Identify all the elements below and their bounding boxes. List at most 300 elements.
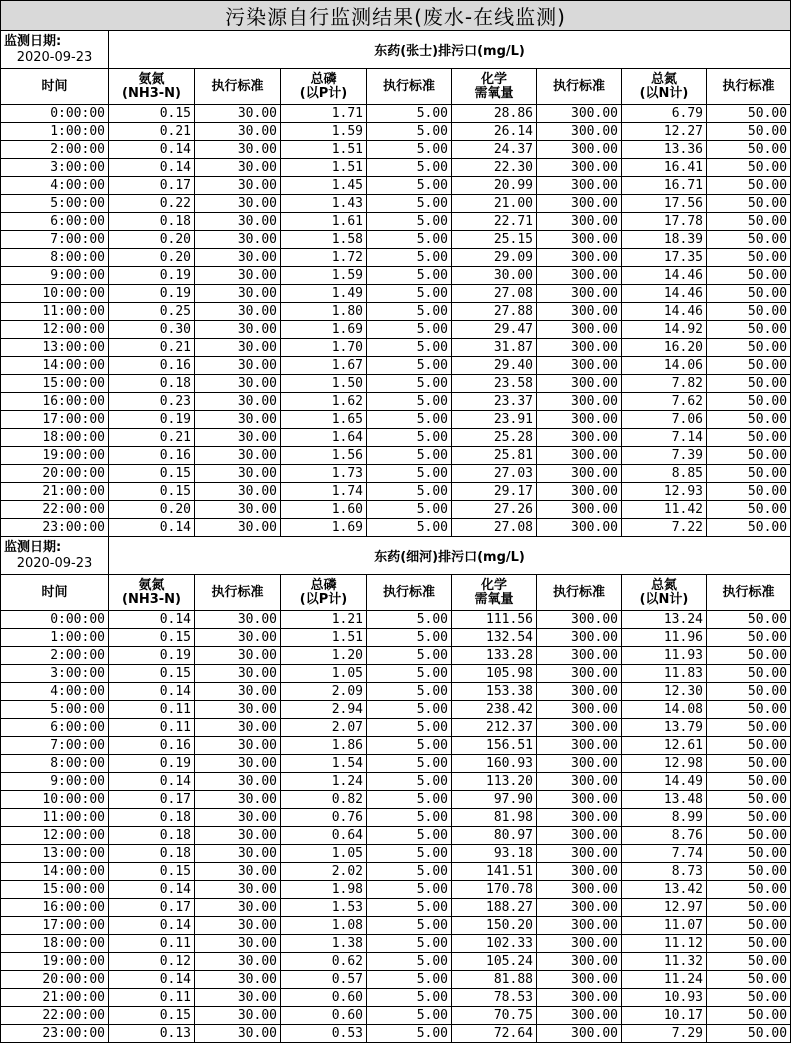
cell-nh3: 0.15 [109, 105, 195, 123]
table-row [1, 231, 791, 249]
cell-tn-std: 50.00 [707, 863, 791, 881]
cell-cod-std: 300.00 [537, 501, 622, 519]
cell-cod-std: 300.00 [537, 357, 622, 375]
header-cod-line: 化学 [480, 577, 507, 593]
cell-time: 0:00:00 [1, 611, 109, 629]
cell-tn-std: 50.00 [707, 303, 791, 321]
monitoring-date-label: 监测日期: [4, 33, 62, 49]
cell-cod: 102.33 [452, 935, 537, 953]
cell-tn: 13.24 [622, 611, 707, 629]
cell-time: 4:00:00 [1, 683, 109, 701]
cell-nh3-std: 30.00 [195, 159, 281, 177]
cell-nh3: 0.12 [109, 953, 195, 971]
table-row [1, 483, 791, 501]
cell-nh3: 0.14 [109, 141, 195, 159]
cell-tp: 1.50 [281, 375, 367, 393]
cell-tn-std: 50.00 [707, 375, 791, 393]
cell-tp: 1.58 [281, 231, 367, 249]
cell-nh3: 0.17 [109, 177, 195, 195]
table-row [1, 357, 791, 375]
cell-tp: 0.82 [281, 791, 367, 809]
cell-nh3: 0.21 [109, 123, 195, 141]
cell-nh3: 0.19 [109, 285, 195, 303]
cell-tn: 14.46 [622, 285, 707, 303]
cell-tp: 2.07 [281, 719, 367, 737]
cell-tp: 1.72 [281, 249, 367, 267]
cell-cod: 212.37 [452, 719, 537, 737]
cell-nh3-std: 30.00 [195, 863, 281, 881]
cell-tn: 11.42 [622, 501, 707, 519]
cell-tn: 11.96 [622, 629, 707, 647]
cell-tp: 1.71 [281, 105, 367, 123]
header-time: 时间 [1, 69, 109, 105]
cell-cod-std: 300.00 [537, 953, 622, 971]
cell-tn: 12.27 [622, 123, 707, 141]
cell-tp: 1.73 [281, 465, 367, 483]
section-info-row [1, 537, 791, 575]
cell-tn: 11.07 [622, 917, 707, 935]
cell-tn: 8.76 [622, 827, 707, 845]
cell-tp-std: 5.00 [367, 303, 452, 321]
cell-cod-std: 300.00 [537, 737, 622, 755]
cell-nh3-std: 30.00 [195, 123, 281, 141]
cell-tp-std: 5.00 [367, 917, 452, 935]
cell-tp: 1.64 [281, 429, 367, 447]
cell-tp-std: 5.00 [367, 701, 452, 719]
cell-tp: 1.69 [281, 321, 367, 339]
table-row [1, 773, 791, 791]
table-row [1, 827, 791, 845]
cell-time: 23:00:00 [1, 1025, 109, 1043]
cell-nh3: 0.23 [109, 393, 195, 411]
cell-tp-std: 5.00 [367, 773, 452, 791]
table-row [1, 339, 791, 357]
cell-nh3: 0.18 [109, 827, 195, 845]
cell-nh3: 0.25 [109, 303, 195, 321]
cell-tn-std: 50.00 [707, 231, 791, 249]
cell-nh3: 0.11 [109, 719, 195, 737]
table-row [1, 393, 791, 411]
cell-tn-std: 50.00 [707, 701, 791, 719]
cell-nh3: 0.15 [109, 1007, 195, 1025]
cell-tn: 12.93 [622, 483, 707, 501]
cell-time: 22:00:00 [1, 501, 109, 519]
cell-cod-std: 300.00 [537, 827, 622, 845]
cell-tp: 1.51 [281, 159, 367, 177]
cell-tp: 1.86 [281, 737, 367, 755]
cell-nh3: 0.22 [109, 195, 195, 213]
table-row [1, 917, 791, 935]
cell-cod: 22.30 [452, 159, 537, 177]
cell-tn: 7.22 [622, 519, 707, 537]
cell-cod: 21.00 [452, 195, 537, 213]
cell-nh3: 0.18 [109, 845, 195, 863]
cell-nh3: 0.15 [109, 465, 195, 483]
cell-nh3-std: 30.00 [195, 1007, 281, 1025]
cell-tp: 1.38 [281, 935, 367, 953]
header-tn-std: 执行标准 [707, 575, 791, 611]
header-tn-line: 总氮 [650, 577, 677, 593]
cell-tp-std: 5.00 [367, 411, 452, 429]
header-nh3 [109, 575, 195, 611]
cell-nh3: 0.20 [109, 501, 195, 519]
cell-nh3-std: 30.00 [195, 249, 281, 267]
cell-time: 10:00:00 [1, 285, 109, 303]
cell-nh3-std: 30.00 [195, 141, 281, 159]
cell-nh3: 0.14 [109, 159, 195, 177]
cell-cod: 156.51 [452, 737, 537, 755]
cell-nh3: 0.21 [109, 339, 195, 357]
cell-tp-std: 5.00 [367, 249, 452, 267]
cell-tn-std: 50.00 [707, 447, 791, 465]
header-tp [281, 69, 367, 105]
cell-tp: 1.51 [281, 141, 367, 159]
cell-nh3: 0.11 [109, 935, 195, 953]
header-cod-line: 需氧量 [474, 85, 514, 101]
cell-time: 12:00:00 [1, 321, 109, 339]
cell-nh3-std: 30.00 [195, 303, 281, 321]
cell-tn-std: 50.00 [707, 411, 791, 429]
cell-time: 3:00:00 [1, 665, 109, 683]
cell-cod: 25.81 [452, 447, 537, 465]
table-row [1, 447, 791, 465]
cell-tn-std: 50.00 [707, 989, 791, 1007]
table-row [1, 971, 791, 989]
cell-nh3-std: 30.00 [195, 483, 281, 501]
cell-nh3: 0.19 [109, 411, 195, 429]
cell-cod-std: 300.00 [537, 339, 622, 357]
header-tn [622, 69, 707, 105]
cell-nh3: 0.15 [109, 665, 195, 683]
table-row [1, 465, 791, 483]
header-tn-line: 总氮 [650, 71, 677, 87]
cell-cod-std: 300.00 [537, 971, 622, 989]
table-row [1, 123, 791, 141]
header-cod [452, 575, 537, 611]
cell-tp-std: 5.00 [367, 845, 452, 863]
cell-nh3-std: 30.00 [195, 917, 281, 935]
cell-nh3-std: 30.00 [195, 267, 281, 285]
cell-tn-std: 50.00 [707, 321, 791, 339]
table-row [1, 899, 791, 917]
cell-tn: 12.98 [622, 755, 707, 773]
cell-cod-std: 300.00 [537, 519, 622, 537]
cell-nh3-std: 30.00 [195, 375, 281, 393]
cell-nh3-std: 30.00 [195, 231, 281, 249]
cell-nh3-std: 30.00 [195, 737, 281, 755]
cell-tn: 11.83 [622, 665, 707, 683]
cell-tn: 17.35 [622, 249, 707, 267]
cell-tp-std: 5.00 [367, 935, 452, 953]
table-row [1, 105, 791, 123]
cell-cod: 188.27 [452, 899, 537, 917]
cell-tp: 1.98 [281, 881, 367, 899]
cell-cod: 27.08 [452, 285, 537, 303]
cell-tp-std: 5.00 [367, 953, 452, 971]
cell-cod: 72.64 [452, 1025, 537, 1043]
cell-tp: 0.53 [281, 1025, 367, 1043]
cell-tp: 1.59 [281, 267, 367, 285]
header-nh3-std: 执行标准 [195, 575, 281, 611]
table-row [1, 611, 791, 629]
cell-cod-std: 300.00 [537, 321, 622, 339]
table-row [1, 429, 791, 447]
cell-tn: 14.92 [622, 321, 707, 339]
cell-time: 23:00:00 [1, 519, 109, 537]
header-nh3-line: (NH3-N) [122, 85, 181, 101]
title-row [1, 1, 791, 31]
table-row [1, 665, 791, 683]
cell-tp-std: 5.00 [367, 881, 452, 899]
cell-tn-std: 50.00 [707, 611, 791, 629]
cell-time: 3:00:00 [1, 159, 109, 177]
header-tp-line: (以P计) [299, 85, 348, 101]
table-row [1, 809, 791, 827]
cell-tp: 1.24 [281, 773, 367, 791]
cell-tp-std: 5.00 [367, 267, 452, 285]
cell-tp-std: 5.00 [367, 737, 452, 755]
cell-cod: 29.40 [452, 357, 537, 375]
cell-nh3-std: 30.00 [195, 971, 281, 989]
cell-time: 9:00:00 [1, 267, 109, 285]
table-row [1, 935, 791, 953]
cell-tp: 2.02 [281, 863, 367, 881]
cell-tp-std: 5.00 [367, 393, 452, 411]
cell-tp-std: 5.00 [367, 213, 452, 231]
cell-tp: 1.49 [281, 285, 367, 303]
cell-time: 13:00:00 [1, 845, 109, 863]
cell-time: 19:00:00 [1, 953, 109, 971]
cell-tp: 1.05 [281, 665, 367, 683]
cell-nh3: 0.11 [109, 701, 195, 719]
cell-cod-std: 300.00 [537, 141, 622, 159]
cell-tn: 8.85 [622, 465, 707, 483]
cell-cod: 20.99 [452, 177, 537, 195]
cell-tp: 1.62 [281, 393, 367, 411]
header-tp-line: 总磷 [310, 577, 337, 593]
cell-tn-std: 50.00 [707, 737, 791, 755]
cell-cod: 132.54 [452, 629, 537, 647]
cell-tp: 0.64 [281, 827, 367, 845]
cell-cod-std: 300.00 [537, 447, 622, 465]
cell-tp-std: 5.00 [367, 483, 452, 501]
cell-cod: 25.28 [452, 429, 537, 447]
cell-time: 15:00:00 [1, 881, 109, 899]
cell-tn-std: 50.00 [707, 899, 791, 917]
table-row [1, 989, 791, 1007]
cell-cod: 105.24 [452, 953, 537, 971]
cell-tp: 1.60 [281, 501, 367, 519]
table-row [1, 701, 791, 719]
table-row [1, 863, 791, 881]
cell-tn: 16.41 [622, 159, 707, 177]
cell-tn-std: 50.00 [707, 791, 791, 809]
cell-tn-std: 50.00 [707, 827, 791, 845]
cell-nh3-std: 30.00 [195, 629, 281, 647]
cell-nh3: 0.14 [109, 519, 195, 537]
header-cod-line: 化学 [480, 71, 507, 87]
cell-cod: 150.20 [452, 917, 537, 935]
header-tp-line: (以P计) [299, 591, 348, 607]
cell-nh3-std: 30.00 [195, 177, 281, 195]
cell-cod-std: 300.00 [537, 989, 622, 1007]
cell-cod: 81.98 [452, 809, 537, 827]
cell-time: 17:00:00 [1, 411, 109, 429]
cell-cod-std: 300.00 [537, 935, 622, 953]
table-row [1, 755, 791, 773]
cell-nh3-std: 30.00 [195, 321, 281, 339]
cell-time: 21:00:00 [1, 989, 109, 1007]
cell-time: 6:00:00 [1, 719, 109, 737]
cell-tn: 7.29 [622, 1025, 707, 1043]
column-header-row [1, 575, 791, 611]
table-row [1, 791, 791, 809]
cell-cod-std: 300.00 [537, 195, 622, 213]
cell-tn: 17.56 [622, 195, 707, 213]
cell-tn-std: 50.00 [707, 339, 791, 357]
cell-tn: 7.39 [622, 447, 707, 465]
cell-tn: 16.20 [622, 339, 707, 357]
cell-tp-std: 5.00 [367, 1007, 452, 1025]
cell-tp: 2.09 [281, 683, 367, 701]
section-info-row [1, 31, 791, 69]
cell-nh3-std: 30.00 [195, 447, 281, 465]
table-row [1, 159, 791, 177]
cell-time: 14:00:00 [1, 863, 109, 881]
cell-tp-std: 5.00 [367, 177, 452, 195]
cell-tn-std: 50.00 [707, 935, 791, 953]
cell-tp-std: 5.00 [367, 647, 452, 665]
cell-cod: 23.37 [452, 393, 537, 411]
cell-cod-std: 300.00 [537, 159, 622, 177]
header-tp [281, 575, 367, 611]
cell-cod-std: 300.00 [537, 303, 622, 321]
cell-tp-std: 5.00 [367, 105, 452, 123]
cell-cod-std: 300.00 [537, 791, 622, 809]
table-row [1, 249, 791, 267]
cell-nh3: 0.14 [109, 611, 195, 629]
cell-nh3: 0.18 [109, 809, 195, 827]
cell-cod: 29.47 [452, 321, 537, 339]
cell-cod: 170.78 [452, 881, 537, 899]
cell-tn: 12.30 [622, 683, 707, 701]
cell-tp-std: 5.00 [367, 611, 452, 629]
cell-tp-std: 5.00 [367, 519, 452, 537]
cell-nh3: 0.30 [109, 321, 195, 339]
cell-nh3-std: 30.00 [195, 719, 281, 737]
cell-tp-std: 5.00 [367, 339, 452, 357]
cell-nh3: 0.18 [109, 213, 195, 231]
cell-cod-std: 300.00 [537, 267, 622, 285]
cell-tp: 1.74 [281, 483, 367, 501]
outlet-name: 东药(细河)排污口(mg/L) [109, 537, 791, 575]
cell-tn-std: 50.00 [707, 267, 791, 285]
cell-tn-std: 50.00 [707, 357, 791, 375]
cell-nh3-std: 30.00 [195, 683, 281, 701]
cell-nh3-std: 30.00 [195, 1025, 281, 1043]
cell-tn-std: 50.00 [707, 917, 791, 935]
table-row [1, 303, 791, 321]
cell-tn-std: 50.00 [707, 683, 791, 701]
cell-nh3-std: 30.00 [195, 501, 281, 519]
cell-nh3-std: 30.00 [195, 357, 281, 375]
cell-time: 9:00:00 [1, 773, 109, 791]
cell-tn-std: 50.00 [707, 141, 791, 159]
cell-tn: 7.14 [622, 429, 707, 447]
cell-nh3: 0.19 [109, 755, 195, 773]
cell-nh3-std: 30.00 [195, 899, 281, 917]
cell-tn: 11.32 [622, 953, 707, 971]
cell-cod: 26.14 [452, 123, 537, 141]
cell-cod: 23.58 [452, 375, 537, 393]
cell-tn: 13.79 [622, 719, 707, 737]
cell-tn: 11.93 [622, 647, 707, 665]
header-tn-std: 执行标准 [707, 69, 791, 105]
table-row [1, 683, 791, 701]
cell-tp-std: 5.00 [367, 465, 452, 483]
cell-tp: 0.62 [281, 953, 367, 971]
cell-cod: 80.97 [452, 827, 537, 845]
cell-nh3-std: 30.00 [195, 213, 281, 231]
cell-time: 1:00:00 [1, 123, 109, 141]
cell-cod-std: 300.00 [537, 411, 622, 429]
cell-time: 5:00:00 [1, 195, 109, 213]
monitoring-date-cell [1, 537, 109, 575]
cell-tp: 1.80 [281, 303, 367, 321]
cell-cod: 81.88 [452, 971, 537, 989]
cell-tp: 1.54 [281, 755, 367, 773]
cell-nh3-std: 30.00 [195, 611, 281, 629]
sheet-title: 污染源自行监测结果(废水-在线监测) [1, 1, 791, 31]
cell-nh3: 0.14 [109, 683, 195, 701]
header-cod [452, 69, 537, 105]
cell-cod: 141.51 [452, 863, 537, 881]
cell-tp-std: 5.00 [367, 827, 452, 845]
cell-tn-std: 50.00 [707, 177, 791, 195]
table-row [1, 501, 791, 519]
cell-tp: 1.56 [281, 447, 367, 465]
cell-nh3: 0.16 [109, 447, 195, 465]
header-tn [622, 575, 707, 611]
cell-nh3: 0.14 [109, 881, 195, 899]
table-row [1, 411, 791, 429]
cell-nh3-std: 30.00 [195, 105, 281, 123]
cell-tp-std: 5.00 [367, 447, 452, 465]
cell-cod-std: 300.00 [537, 845, 622, 863]
cell-nh3: 0.20 [109, 249, 195, 267]
cell-tn-std: 50.00 [707, 881, 791, 899]
cell-tp-std: 5.00 [367, 629, 452, 647]
header-nh3-std: 执行标准 [195, 69, 281, 105]
cell-tn: 14.06 [622, 357, 707, 375]
cell-nh3-std: 30.00 [195, 429, 281, 447]
cell-tp: 1.53 [281, 899, 367, 917]
cell-tp: 1.69 [281, 519, 367, 537]
cell-time: 20:00:00 [1, 971, 109, 989]
cell-tn-std: 50.00 [707, 249, 791, 267]
cell-cod-std: 300.00 [537, 899, 622, 917]
cell-nh3-std: 30.00 [195, 647, 281, 665]
table-row [1, 321, 791, 339]
cell-tp-std: 5.00 [367, 231, 452, 249]
cell-nh3-std: 30.00 [195, 935, 281, 953]
outlet-name: 东药(张士)排污口(mg/L) [109, 31, 791, 69]
cell-time: 10:00:00 [1, 791, 109, 809]
cell-cod-std: 300.00 [537, 665, 622, 683]
cell-cod-std: 300.00 [537, 755, 622, 773]
cell-tp-std: 5.00 [367, 375, 452, 393]
cell-tn: 12.61 [622, 737, 707, 755]
